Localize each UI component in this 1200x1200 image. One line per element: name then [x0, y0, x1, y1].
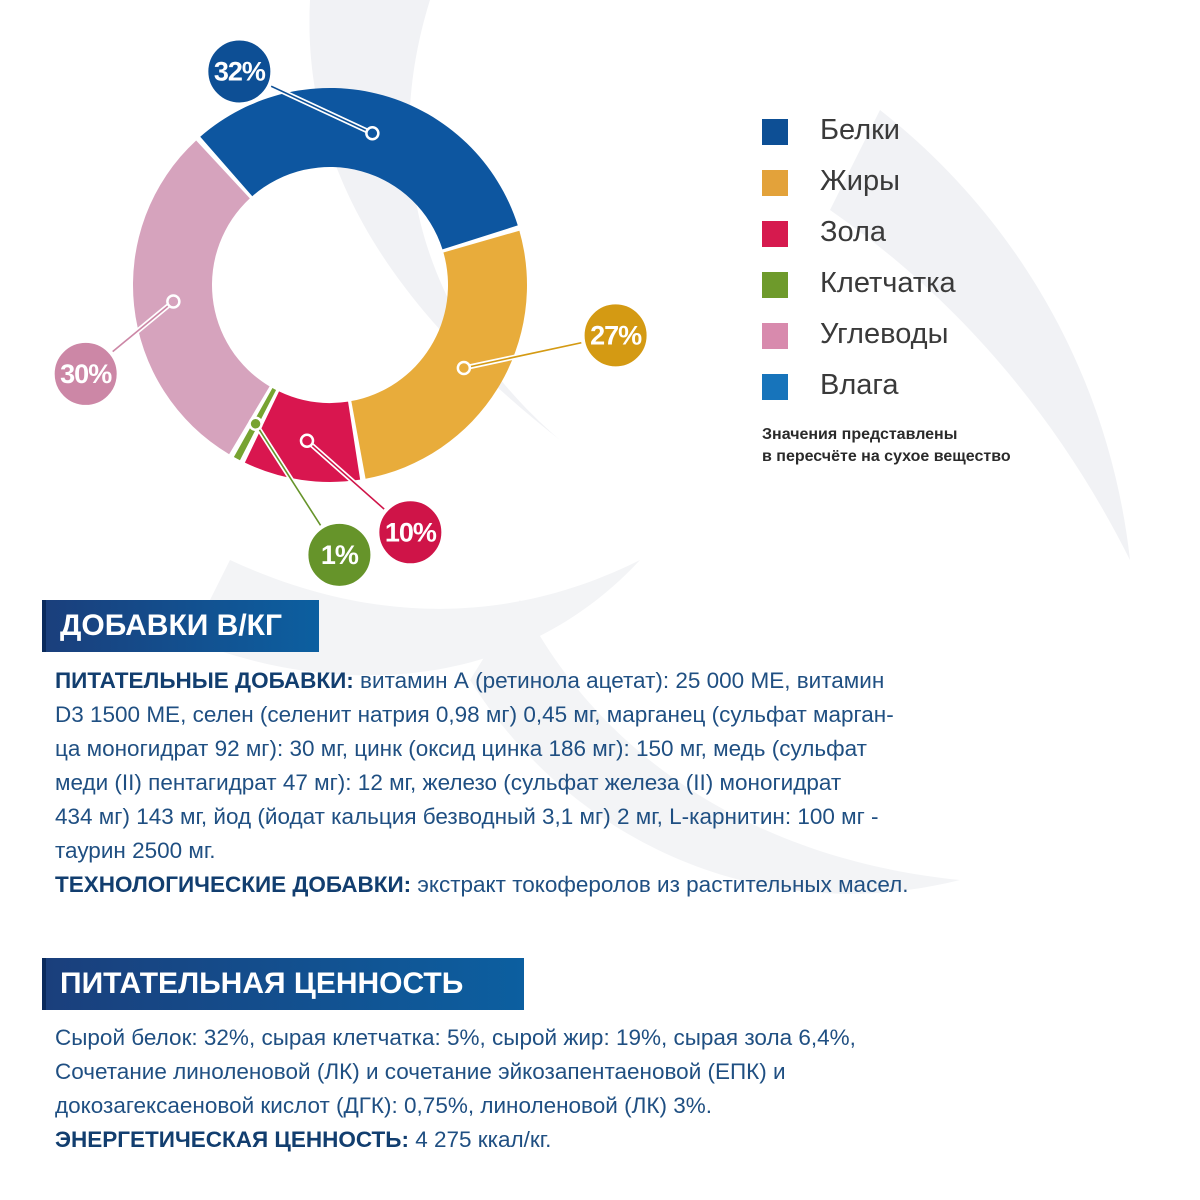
text-line	[55, 868, 908, 902]
text-line: докозагексаеновой кислот (ДГК): 0,75%, линоленовой (ЛК) 3%.	[55, 1093, 712, 1118]
nutritional-additives-label: ПИТАТЕЛЬНЫЕ ДОБАВКИ:	[55, 668, 354, 693]
legend-label: Клетчатка	[820, 267, 956, 299]
callout-dot	[366, 127, 378, 139]
legend-label: Жиры	[820, 165, 900, 197]
legend-swatch	[762, 323, 788, 349]
text-line: Сочетание линоленовой (ЛК) и сочетание эйкозапентаеновой (ЕПК) и	[55, 1059, 786, 1084]
legend-swatch	[762, 119, 788, 145]
text-line: таурин 2500 мг.	[55, 838, 216, 863]
callout-dot	[167, 295, 179, 307]
technological-additives-label: ТЕХНОЛОГИЧЕСКИЕ ДОБАВКИ:	[55, 872, 412, 897]
callout-dot	[301, 435, 313, 447]
legend-swatch	[762, 272, 788, 298]
text-line	[55, 1123, 856, 1157]
legend-note-line: в пересчёте на сухое вещество	[762, 448, 1011, 465]
legend-label: Белки	[820, 114, 901, 146]
text-line: меди (II) пентагидрат 47 мг): 12 мг, железо (сульфат железа (II) моногидрат	[55, 770, 842, 795]
legend-label: Влага	[820, 369, 899, 401]
legend-swatch	[762, 170, 788, 196]
value-label: 10%	[384, 517, 436, 548]
legend-note	[762, 424, 1122, 468]
text-line: 434 мг) 143 мг, йод (йодат кальция безводный 3,1 мг) 2 мг, L-карнитин: 100 мг -	[55, 804, 879, 829]
text-fragment: экстракт токоферолов из растительных масел.	[411, 872, 909, 897]
donut-slice	[351, 231, 527, 479]
text-line	[55, 664, 908, 698]
value-label: 1%	[320, 539, 358, 570]
legend-label: Зола	[820, 216, 887, 248]
energy-label: ЭНЕРГЕТИЧЕСКАЯ ЦЕННОСТЬ:	[55, 1127, 409, 1152]
value-label: 27%	[590, 320, 642, 351]
text-line: Сырой белок: 32%, сырая клетчатка: 5%, сырой жир: 19%, сырая зола 6,4%,	[55, 1025, 856, 1050]
value-label: 30%	[60, 358, 112, 389]
text-line: ца моногидрат 92 мг): 30 мг, цинк (оксид цинка 186 мг): 150 мг, медь (сульфат	[55, 736, 867, 761]
additives-text	[55, 664, 908, 902]
text-fragment: 4 275 ккал/кг.	[408, 1127, 552, 1152]
value-label: 32%	[213, 56, 265, 87]
text-line: D3 1500 МЕ, селен (селенит натрия 0,98 мг) 0,45 мг, марганец (сульфат марган-	[55, 702, 894, 727]
legend-label: Углеводы	[820, 318, 949, 350]
callout-dot	[458, 362, 470, 374]
callout-dot	[250, 418, 262, 430]
legend-swatch	[762, 221, 788, 247]
legend-swatch	[762, 374, 788, 400]
section-header-additives: ДОБАВКИ В/КГ	[42, 600, 319, 652]
nutrition-text	[55, 1021, 856, 1157]
legend-note-line: Значения представлены	[762, 426, 958, 443]
text-fragment: витамин А (ретинола ацетат): 25 000 МЕ, витамин	[353, 668, 885, 693]
section-header-nutrition: ПИТАТЕЛЬНАЯ ЦЕННОСТЬ	[42, 958, 524, 1010]
donut-slice	[200, 88, 518, 249]
